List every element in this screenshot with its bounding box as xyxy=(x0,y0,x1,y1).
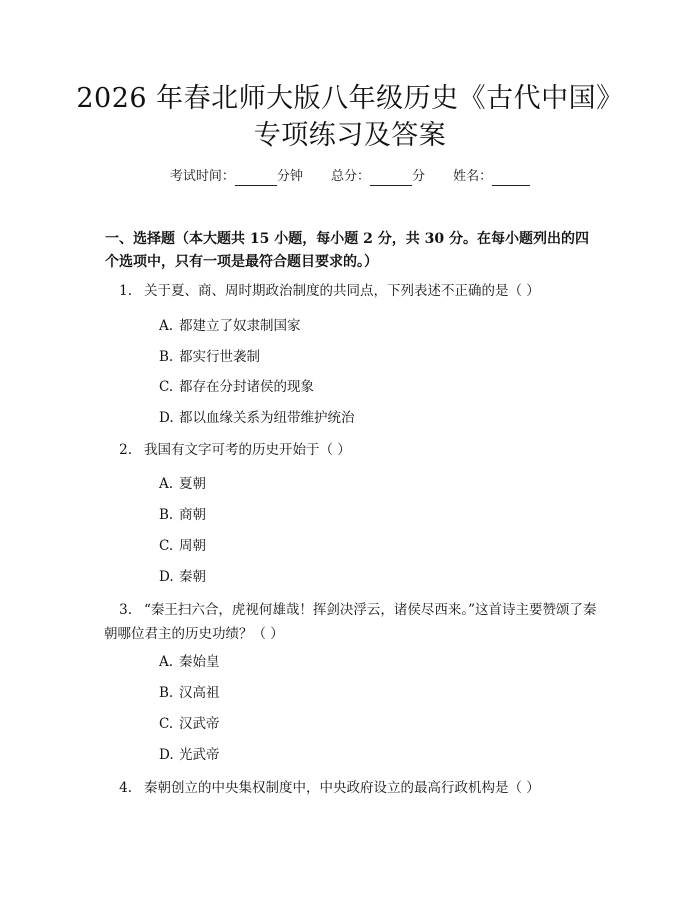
option-letter: A. xyxy=(159,476,174,492)
score-unit: 分 xyxy=(412,169,426,184)
section-title: 一、选择题（本大题共 15 小题，每小题 2 分，共 30 分。在每小题列出的四个选项中，只有一项是最符合题目要求的。） xyxy=(105,231,589,270)
question-stem: 我国有文字可考的历史开始于（ ） xyxy=(144,442,351,458)
question-4 xyxy=(104,776,598,800)
option-text: 都建立了奴隶制国家 xyxy=(179,318,301,334)
option-letter: B. xyxy=(159,349,174,365)
option-1d[interactable] xyxy=(159,408,355,428)
option-3b[interactable] xyxy=(159,683,220,703)
option-2d[interactable] xyxy=(159,567,206,587)
option-letter: A. xyxy=(159,318,174,334)
option-text: 周朝 xyxy=(179,538,206,554)
option-letter: C. xyxy=(159,716,174,732)
option-text: 汉武帝 xyxy=(179,716,220,732)
name-field xyxy=(453,169,530,184)
exam-time-unit: 分钟 xyxy=(276,169,303,184)
option-text: 夏朝 xyxy=(179,476,206,492)
question-number: 3. xyxy=(119,602,132,618)
option-text: 都实行世袭制 xyxy=(179,349,260,365)
option-text: 秦始皇 xyxy=(179,654,220,670)
page-title-line-1: 2026 年春北师大版八年级历史《古代中国》 xyxy=(76,83,624,114)
option-2b[interactable] xyxy=(159,505,206,525)
question-stem: 关于夏、商、周时期政治制度的共同点，下列表述不正确的是（ ） xyxy=(144,283,540,299)
option-letter: C. xyxy=(159,538,174,554)
option-3c[interactable] xyxy=(159,714,220,734)
option-letter: D. xyxy=(159,410,174,426)
option-3d[interactable] xyxy=(159,745,220,765)
question-number: 1. xyxy=(119,283,132,299)
option-text: 都存在分封诸侯的现象 xyxy=(179,379,314,395)
exam-time-label: 考试时间： xyxy=(169,169,235,184)
score-label: 总分： xyxy=(330,169,370,184)
option-1a[interactable] xyxy=(159,316,301,336)
option-text: 都以血缘关系为纽带维护统治 xyxy=(179,410,355,426)
score-blank[interactable] xyxy=(370,171,412,186)
option-2c[interactable] xyxy=(159,536,206,556)
exam-time-blank[interactable] xyxy=(235,171,277,186)
option-text: 商朝 xyxy=(179,507,206,523)
option-letter: D. xyxy=(159,569,174,585)
option-letter: D. xyxy=(159,747,174,763)
option-text: 汉高祖 xyxy=(179,685,220,701)
option-text: 秦朝 xyxy=(179,569,206,585)
question-number: 4. xyxy=(119,780,132,796)
option-letter: C. xyxy=(159,379,174,395)
question-1 xyxy=(104,279,598,303)
question-number: 2. xyxy=(119,442,132,458)
option-3a[interactable] xyxy=(159,652,220,672)
option-text: 光武帝 xyxy=(179,747,220,763)
option-1b[interactable] xyxy=(159,347,260,367)
score-field xyxy=(331,169,429,184)
option-1c[interactable] xyxy=(159,377,314,397)
question-stem: “秦王扫六合，虎视何雄哉！挥剑决浮云，诸侯尽西来。”这首诗主要赞颂了秦朝哪位君主的历史功绩？（ ） xyxy=(104,602,597,642)
question-3 xyxy=(104,598,598,646)
question-stem: 秦朝创立的中央集权制度中，中央政府设立的最高行政机构是（ ） xyxy=(144,780,540,796)
option-letter: B. xyxy=(159,685,174,701)
exam-time-field xyxy=(170,169,307,184)
question-2 xyxy=(104,438,598,462)
name-blank[interactable] xyxy=(492,171,530,186)
name-label: 姓名： xyxy=(453,169,493,184)
option-2a[interactable] xyxy=(159,474,206,494)
option-letter: A. xyxy=(159,654,174,670)
exam-meta xyxy=(0,168,700,186)
page-title-line-2: 专项练习及答案 xyxy=(253,120,447,151)
option-letter: B. xyxy=(159,507,174,523)
